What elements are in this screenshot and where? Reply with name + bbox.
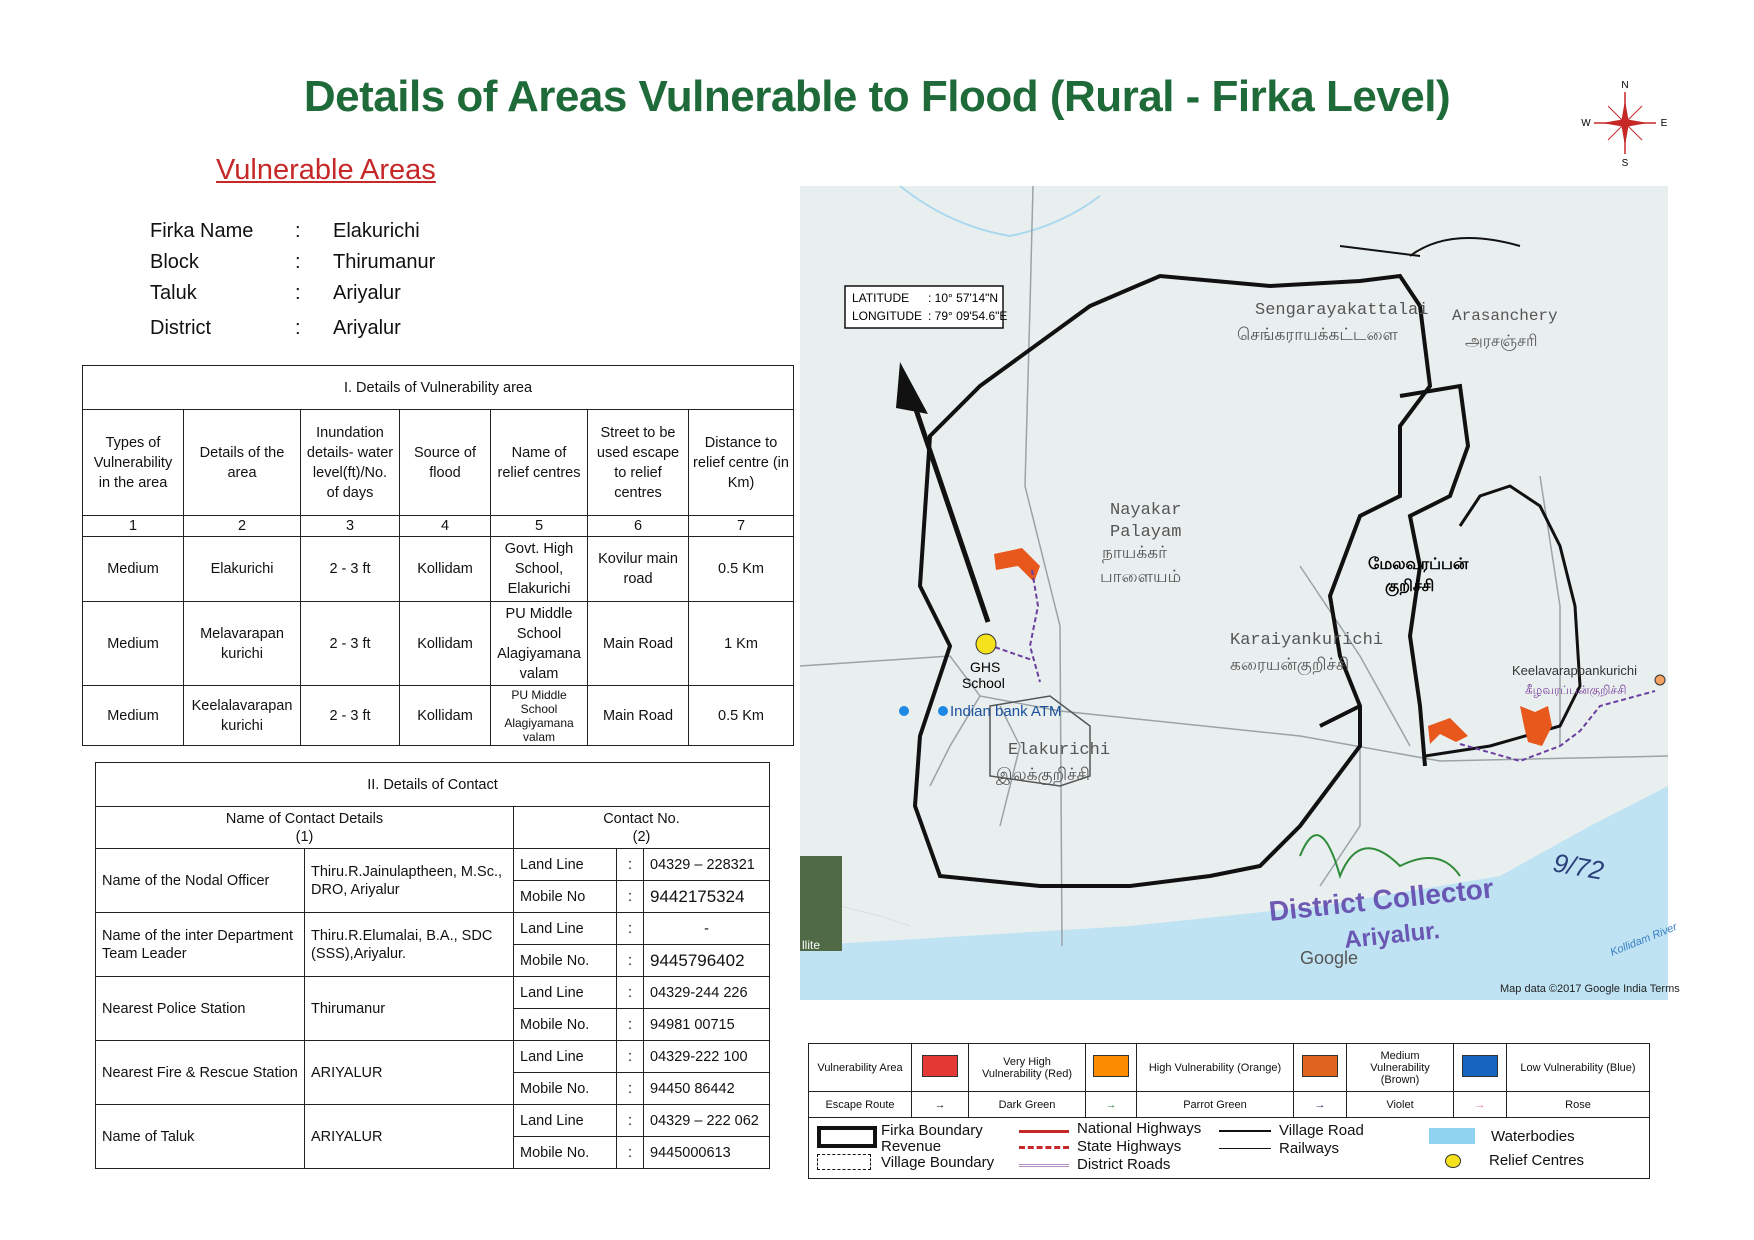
colon: : bbox=[617, 945, 644, 977]
legend-arrow-rose-icon: → bbox=[1454, 1092, 1507, 1118]
column-number: 5 bbox=[491, 516, 588, 537]
column-header-contact: Contact No. bbox=[603, 810, 680, 827]
table-cell: 0.5 Km bbox=[689, 686, 794, 746]
village-ta: இலக்குறிச்சி bbox=[996, 767, 1090, 786]
legend-label: Revenue bbox=[881, 1138, 942, 1155]
railway-swatch bbox=[1219, 1148, 1271, 1149]
colon: : bbox=[617, 1073, 644, 1105]
legend-label: High Vulnerability (Orange) bbox=[1137, 1044, 1294, 1092]
info-taluk: Taluk : Ariyalur bbox=[150, 282, 401, 304]
info-key: Block bbox=[150, 251, 199, 273]
column-header: Details of the area bbox=[184, 410, 301, 516]
info-key: Firka Name bbox=[150, 220, 254, 242]
mobile-label: Mobile No bbox=[514, 881, 617, 913]
ghs-label: GHS bbox=[970, 659, 1001, 675]
contact-table bbox=[95, 762, 770, 1169]
table-row bbox=[83, 602, 794, 686]
mobile-number: 94450 86442 bbox=[644, 1073, 770, 1105]
landline-number: 04329 – 222 062 bbox=[644, 1105, 770, 1137]
column-header bbox=[96, 807, 514, 849]
village-ta-2: குறிச்சி bbox=[1385, 578, 1435, 595]
column-number: 7 bbox=[689, 516, 794, 537]
latitude-value: : 10° 57'14"N bbox=[928, 291, 999, 305]
table-cell: 2 - 3 ft bbox=[301, 537, 400, 602]
village-ta-2: பாளையம் bbox=[1100, 569, 1182, 588]
village-en: Karaiyankurichi bbox=[1230, 631, 1384, 650]
table-cell: Kollidam bbox=[400, 537, 491, 602]
table-cell: Govt. High School, Elakurichi bbox=[491, 537, 588, 602]
landline-label: Land Line bbox=[514, 1041, 617, 1073]
column-header bbox=[514, 807, 770, 849]
table-cell: Kollidam bbox=[400, 686, 491, 746]
contact-row bbox=[96, 1105, 770, 1137]
village-en: Sengarayakattalai bbox=[1255, 301, 1429, 320]
atm-marker-icon bbox=[938, 706, 948, 716]
table-cell: Elakurichi bbox=[184, 537, 301, 602]
map-copyright: Map data ©2017 Google India Terms bbox=[1500, 983, 1680, 995]
legend-label: Vulnerability Area bbox=[809, 1044, 912, 1092]
info-firka: Firka Name : Elakurichi bbox=[150, 220, 420, 242]
legend-label: Dark Green bbox=[969, 1092, 1086, 1118]
collector-stamp-2: Ariyalur. bbox=[1342, 917, 1442, 954]
compass-north: N bbox=[1621, 80, 1629, 91]
village-ta: செங்கராயக்கட்டளை bbox=[1237, 327, 1398, 346]
table-cell: PU Middle School Alagiyamana valam bbox=[491, 602, 588, 686]
compass-south: S bbox=[1621, 158, 1629, 169]
mobile-number: 9445796402 bbox=[644, 945, 770, 977]
legend-label: Escape Route bbox=[809, 1092, 912, 1118]
relief-centre-ghs bbox=[976, 634, 996, 654]
legend-label: Rose bbox=[1507, 1092, 1650, 1118]
page-number: 9/72 bbox=[1550, 847, 1607, 886]
column-number: 1 bbox=[83, 516, 184, 537]
legend-arrow-green-icon: → bbox=[1086, 1092, 1137, 1118]
village-ta: மேலவரப்பன் bbox=[1368, 556, 1469, 573]
legend-label: Relief Centres bbox=[1489, 1152, 1585, 1169]
legend-label: Parrot Green bbox=[1137, 1092, 1294, 1118]
satellite-thumbnail bbox=[800, 856, 842, 951]
village-boundary-swatch bbox=[817, 1154, 871, 1170]
table-cell: Melavarapan kurichi bbox=[184, 602, 301, 686]
satellite-label: llite bbox=[802, 938, 821, 952]
info-key: Taluk bbox=[150, 282, 197, 304]
atm-label: Indian bank ATM bbox=[950, 703, 1062, 720]
legend-label: Village Boundary bbox=[881, 1154, 995, 1171]
info-block: Block : Thirumanur bbox=[150, 251, 436, 273]
table-caption: II. Details of Contact bbox=[96, 763, 770, 807]
village-ta: கீழவரப்பன்குறிச்சி bbox=[1525, 683, 1627, 697]
blue-swatch bbox=[1462, 1055, 1498, 1077]
colon: : bbox=[617, 913, 644, 945]
village-en: Arasanchery bbox=[1452, 307, 1558, 325]
legend-label: Firka Boundary bbox=[881, 1122, 983, 1139]
legend-label: Railways bbox=[1279, 1140, 1340, 1157]
mobile-label: Mobile No. bbox=[514, 1009, 617, 1041]
column-number: 6 bbox=[588, 516, 689, 537]
map-legend bbox=[808, 1043, 1650, 1180]
table-cell: PU Middle School Alagiyamana valam bbox=[491, 686, 588, 746]
table-cell: Medium bbox=[83, 537, 184, 602]
colon: : bbox=[617, 881, 644, 913]
legend-swatch bbox=[912, 1044, 969, 1092]
contact-row bbox=[96, 849, 770, 881]
compass-west: W bbox=[1581, 118, 1591, 129]
table-cell: 0.5 Km bbox=[689, 537, 794, 602]
colon: : bbox=[617, 1105, 644, 1137]
longitude-label: LONGITUDE bbox=[852, 309, 923, 323]
info-value: Ariyalur bbox=[333, 282, 401, 304]
table-cell: Main Road bbox=[588, 686, 689, 746]
table-cell: 2 - 3 ft bbox=[301, 686, 400, 746]
relief-centre-keelavarappan bbox=[1655, 675, 1665, 685]
vulnerability-table bbox=[82, 365, 794, 746]
brown-swatch bbox=[1302, 1055, 1338, 1077]
legend-label: Village Road bbox=[1279, 1122, 1364, 1139]
waterbody-swatch bbox=[1429, 1128, 1475, 1144]
legend-swatch bbox=[1086, 1044, 1137, 1092]
village-ta: கரையன்குறிச்சி bbox=[1230, 657, 1350, 676]
legend-swatch bbox=[1454, 1044, 1507, 1092]
table-cell: Kovilur main road bbox=[588, 537, 689, 602]
column-number: 3 bbox=[301, 516, 400, 537]
landline-label: Land Line bbox=[514, 849, 617, 881]
column-header-name: Name of Contact Details bbox=[225, 810, 384, 827]
legend-label: Waterbodies bbox=[1491, 1128, 1575, 1145]
state-highway-swatch bbox=[1019, 1146, 1069, 1149]
contact-name: Thiru.R.Elumalai, B.A., SDC (SSS),Ariyalur. bbox=[305, 913, 514, 977]
contact-row bbox=[96, 913, 770, 945]
colon: : bbox=[617, 1137, 644, 1169]
collector-stamp: District Collector bbox=[1267, 872, 1496, 927]
atm-marker-icon bbox=[899, 706, 909, 716]
contact-label: Name of the Nodal Officer bbox=[96, 849, 305, 913]
table-cell: Medium bbox=[83, 686, 184, 746]
firka-boundary-swatch bbox=[817, 1126, 877, 1148]
relief-centre-swatch-icon bbox=[1445, 1154, 1461, 1168]
village-en: Nayakar bbox=[1110, 501, 1182, 520]
column-header-num: (1) bbox=[295, 828, 314, 845]
section-heading: Vulnerable Areas bbox=[216, 154, 436, 186]
column-header: Inundation details- water level(ft)/No. of days bbox=[301, 410, 400, 516]
info-key: District bbox=[150, 317, 212, 339]
column-number: 2 bbox=[184, 516, 301, 537]
legend-label: Violet bbox=[1347, 1092, 1454, 1118]
mobile-number: 94981 00715 bbox=[644, 1009, 770, 1041]
column-header: Distance to relief centre (in Km) bbox=[689, 410, 794, 516]
contact-row bbox=[96, 1041, 770, 1073]
table-caption: I. Details of Vulnerability area bbox=[83, 366, 794, 410]
page-title: Details of Areas Vulnerable to Flood (Rural - Firka Level) bbox=[303, 72, 1451, 121]
contact-label: Name of the inter Department Team Leader bbox=[96, 913, 305, 977]
info-value: Ariyalur bbox=[333, 317, 401, 339]
mobile-label: Mobile No. bbox=[514, 945, 617, 977]
mobile-label: Mobile No. bbox=[514, 1073, 617, 1105]
legend-label: National Highways bbox=[1077, 1120, 1202, 1137]
village-en: Keelavarappankurichi bbox=[1512, 663, 1638, 678]
compass-rose-icon bbox=[1580, 78, 1670, 168]
legend-label: District Roads bbox=[1077, 1156, 1171, 1173]
village-ta: அரசஞ்சரி bbox=[1465, 333, 1538, 351]
landline-number: 04329-222 100 bbox=[644, 1041, 770, 1073]
contact-label: Nearest Fire & Rescue Station bbox=[96, 1041, 305, 1105]
google-logo: Google bbox=[1300, 948, 1359, 968]
contact-label: Name of Taluk bbox=[96, 1105, 305, 1169]
landline-number: 04329-244 226 bbox=[644, 977, 770, 1009]
landline-number: - bbox=[644, 913, 770, 945]
legend-label: Very High Vulnerability (Red) bbox=[969, 1044, 1086, 1092]
table-row bbox=[83, 686, 794, 746]
legend-swatch bbox=[1294, 1044, 1347, 1092]
landline-label: Land Line bbox=[514, 977, 617, 1009]
legend-label: Medium Vulnerability (Brown) bbox=[1347, 1044, 1454, 1092]
legend-label: Low Vulnerability (Blue) bbox=[1507, 1044, 1650, 1092]
contact-name: Thiru.R.Jainulaptheen, M.Sc., DRO, Ariyalur bbox=[305, 849, 514, 913]
colon: : bbox=[617, 977, 644, 1009]
legend-arrow-black-icon: → bbox=[912, 1092, 969, 1118]
national-highway-swatch bbox=[1019, 1130, 1069, 1133]
contact-name: ARIYALUR bbox=[305, 1041, 514, 1105]
compass-east: E bbox=[1660, 118, 1668, 129]
info-value: Elakurichi bbox=[333, 220, 420, 242]
ghs-label-2: School bbox=[962, 675, 1005, 691]
colon: : bbox=[617, 849, 644, 881]
landline-label: Land Line bbox=[514, 913, 617, 945]
legend-label: State Highways bbox=[1077, 1138, 1182, 1155]
table-cell: Kollidam bbox=[400, 602, 491, 686]
legend-table bbox=[808, 1043, 1650, 1118]
river-label: Kollidam River bbox=[1608, 921, 1679, 959]
contact-row bbox=[96, 977, 770, 1009]
contact-label: Nearest Police Station bbox=[96, 977, 305, 1041]
table-cell: 1 Km bbox=[689, 602, 794, 686]
colon: : bbox=[617, 1009, 644, 1041]
legend-arrow-violet-icon: → bbox=[1294, 1092, 1347, 1118]
column-header: Source of flood bbox=[400, 410, 491, 516]
village-ta: நாயக்கர் bbox=[1102, 545, 1167, 564]
landline-label: Land Line bbox=[514, 1105, 617, 1137]
info-value: Thirumanur bbox=[333, 251, 436, 273]
colon: : bbox=[617, 1041, 644, 1073]
column-header: Types of Vulnerability in the area bbox=[83, 410, 184, 516]
contact-name: ARIYALUR bbox=[305, 1105, 514, 1169]
latitude-label: LATITUDE bbox=[852, 291, 910, 305]
mobile-label: Mobile No. bbox=[514, 1137, 617, 1169]
vulnerability-map bbox=[800, 186, 1680, 1000]
legend-lines bbox=[808, 1118, 1650, 1179]
village-en: Elakurichi bbox=[1008, 741, 1111, 760]
village-en-2: Palayam bbox=[1110, 523, 1182, 542]
column-header: Name of relief centres bbox=[491, 410, 588, 516]
red-swatch bbox=[922, 1055, 958, 1077]
table-cell: 2 - 3 ft bbox=[301, 602, 400, 686]
table-cell: Medium bbox=[83, 602, 184, 686]
table-row bbox=[83, 537, 794, 602]
longitude-value: : 79° 09'54.6"E bbox=[928, 309, 1008, 323]
mobile-number: 9442175324 bbox=[644, 881, 770, 913]
village-road-swatch bbox=[1219, 1130, 1271, 1132]
table-cell: Keelalavarapan kurichi bbox=[184, 686, 301, 746]
column-header-num: (2) bbox=[632, 828, 651, 845]
table-cell: Main Road bbox=[588, 602, 689, 686]
column-header: Street to be used escape to relief centres bbox=[588, 410, 689, 516]
district-road-swatch bbox=[1019, 1164, 1069, 1167]
orange-swatch bbox=[1093, 1055, 1129, 1077]
landline-number: 04329 – 228321 bbox=[644, 849, 770, 881]
mobile-number: 9445000613 bbox=[644, 1137, 770, 1169]
column-number: 4 bbox=[400, 516, 491, 537]
contact-name: Thirumanur bbox=[305, 977, 514, 1041]
info-district: District : Ariyalur bbox=[150, 317, 401, 339]
